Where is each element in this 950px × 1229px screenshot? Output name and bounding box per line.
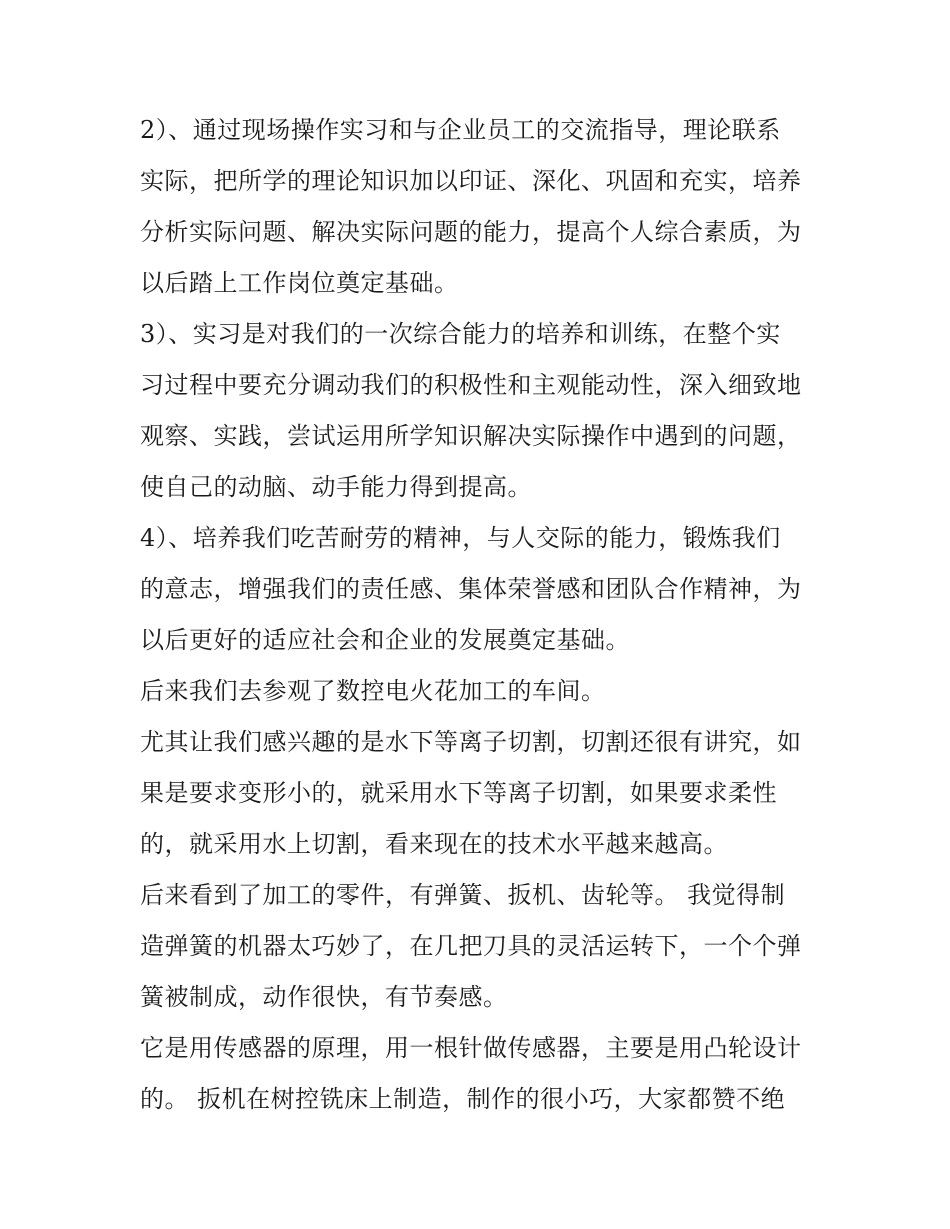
text-line: 4）、培养我们吃苦耐劳的精神，与人交际的能力，锻炼我们 — [140, 524, 781, 552]
text-line: 果是要求变形小的，就采用水下等离子切割，如果要求柔性 — [140, 779, 777, 807]
text-line: 尤其让我们感兴趣的是水下等离子切割，切割还很有讲究，如 — [140, 728, 802, 756]
text-line: 实际，把所学的理论知识加以印证、深化、巩固和充实，培养 — [140, 167, 802, 195]
text-line: 簧被制成，动作很快，有节奏感。 — [140, 983, 508, 1011]
text-line: 3）、实习是对我们的一次综合能力的培养和训练，在整个实 — [140, 320, 781, 348]
text-line: 分析实际问题、解决实际问题的能力，提高个人综合素质，为 — [140, 218, 802, 246]
text-line: 后来我们去参观了数控电火花加工的车间。 — [140, 677, 606, 705]
text-line: 以后更好的适应社会和企业的发展奠定基础。 — [140, 626, 630, 654]
text-line: 后来看到了加工的零件，有弹簧、扳机、齿轮等。 我觉得制 — [140, 881, 786, 909]
text-line: 的意志，增强我们的责任感、集体荣誉感和团队合作精神，为 — [140, 575, 802, 603]
text-line: 以后踏上工作岗位奠定基础。 — [140, 269, 459, 297]
text-line: 观察、实践，尝试运用所学知识解决实际操作中遇到的问题， — [140, 422, 802, 450]
text-line: 习过程中要充分调动我们的积极性和主观能动性，深入细致地 — [140, 371, 802, 399]
text-line: 的。 扳机在树控铣床上制造，制作的很小巧，大家都赞不绝 — [140, 1085, 786, 1113]
text-line: 造弹簧的机器太巧妙了，在几把刀具的灵活运转下，一个个弹 — [140, 932, 802, 960]
text-line: 它是用传感器的原理，用一根针做传感器，主要是用凸轮设计 — [140, 1034, 802, 1062]
text-line: 使自己的动脑、动手能力得到提高。 — [140, 473, 532, 501]
text-line: 的，就采用水上切割，看来现在的技术水平越来越高。 — [140, 830, 728, 858]
text-line: 2）、通过现场操作实习和与企业员工的交流指导，理论联系 — [140, 116, 781, 144]
